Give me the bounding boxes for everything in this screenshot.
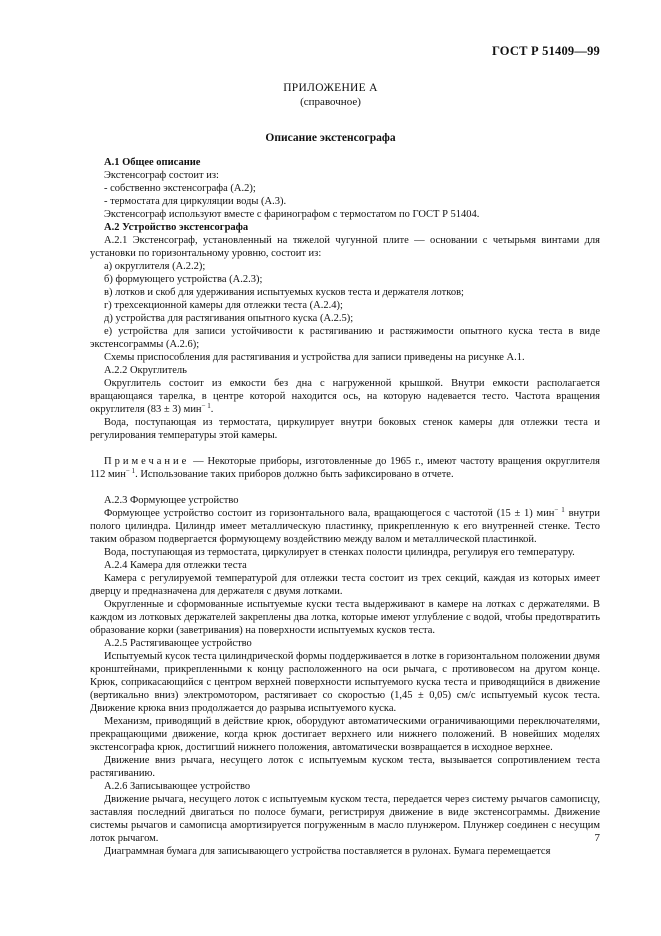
annex-subtitle: (справочное) [300,96,361,108]
list-item: - термостата для циркуляции воды (А.3). [104,196,287,207]
paragraph: Движение рычага, несущего лоток с испытуемым куском теста, передается через систему рычагов самописцу, заставляя последний двигаться по полосе бумаги, регистрируя движение в виде экстенсограммы. Движение системы рычагов и самописца амортизируется погруженным в масло плунжером. Плунжер соединен с несущим лоток рычагом. [90,794,600,844]
note-text: . Использование таких приборов должно быть зафиксировано в отчете. [135,469,454,480]
subsection-heading-a23: А.2.3 Формующее устройство [104,495,239,506]
list-item: г) трехсекционной камеры для отлежки теста (А.2.4); [104,300,343,311]
paragraph: Движение вниз рычага, несущего лоток с испытуемым куском теста, вызывается сопротивлением теста растягиванию. [90,755,600,779]
list-item: д) устройства для растягивания опытного куска (А.2.5); [104,313,354,324]
paragraph: Вода, поступающая из термостата, циркулирует внутри боковых стенок камеры для отлежки теста и регулирования температуры этой камеры. [90,417,600,441]
paragraph: Диаграммная бумага для записывающего устройства поставляется в рулонах. Бумага перемещается [104,846,551,857]
note [90,455,600,481]
section-heading-a2: А.2 Устройство экстенсографа [104,222,249,233]
superscript: − 1 [125,467,136,475]
section-heading-a1: А.1 Общее описание [104,157,201,168]
subsection-heading-a25: А.2.5 Растягивающее устройство [104,638,252,649]
list-item: е) устройства для записи устойчивости к растягиванию и растяжимости опытного куска теста в виде экстенсограммы (А.2.6); [90,326,600,350]
paragraph-text: Округлитель состоит из емкости без дна с нагруженной крышкой. Внутри емкости располагается вращающаяся тарелка, в центре которой находится ось, на которую надевается тесто. Частота вращения округлителя (83 ± 3) мин [90,378,600,415]
note-text: — Некоторые приборы, изготовленные до 1965 г., имеют частоту вращения округлителя 112 мин [90,456,600,480]
subsection-heading-a26: А.2.6 Записывающее устройство [104,781,251,792]
paragraph: Экстенсограф состоит из: [104,170,219,181]
superscript: − 1 [201,402,211,410]
paragraph: Испытуемый кусок теста цилиндрической формы поддерживается в лотке в горизонтальном положении двумя кронштейнами, прикрепленными к концу расположенного на оси рычага, с противовесом на другом конце. Крюк, соприкасающийся с центром верхней поверхности испытуемого куска теста и приводящийся в движение (вертикально вниз) электромотором, растягивает со скоростью (1,45 ± 0,05) см/с испытуемый кусок теста. Движение крюка вниз продолжается до разрыва испытуемого куска. [90,651,600,714]
paragraph: Механизм, приводящий в действие крюк, оборудуют автоматическими ограничивающими переключателями, прекращающими движение, когда крюк достигает верхнего или нижнего положений. В новейших моделях экстенсографа крюк, достигший нижнего положения, автоматически возвращается в исходное верхнее. [90,716,600,753]
subsection-heading-a22: А.2.2 Округлитель [104,365,187,376]
paragraph-text: Формующее устройство состоит из горизонтального вала, вращающегося с частотой (15 ± 1) мин [104,508,555,519]
list-item: - собственно экстенсографа (А.2); [104,183,256,194]
superscript: − 1 [554,506,565,514]
document-code-header: ГОСТ Р 51409—99 [491,44,600,58]
paragraph: Схемы приспособления для растягивания и устройства для записи приведены на рисунке А.1. [104,352,525,363]
list-item: а) округлителя (А.2.2); [104,261,206,272]
document-title: Описание экстенсографа [265,132,396,144]
paragraph-text: . [210,404,214,415]
paragraph [90,377,600,416]
document-body [90,156,600,858]
paragraph [90,507,600,546]
page-number: 7 [594,832,600,844]
paragraph: Камера с регулируемой температурой для отлежки теста состоит из трех секций, каждая из которых имеет дверцу и предназначена для держателя с двумя лотками. [90,573,600,597]
paragraph-text: внутри полого цилиндра. Цилиндр имеет металлическую пластинку, прикрепленную к его внутренней стенке. Тесто таким образом подвергается формующему воздействию между валом и металлической пластинкой. [90,508,600,545]
annex-title: ПРИЛОЖЕНИЕ А [283,82,378,94]
paragraph: А.2.1 Экстенсограф, установленный на тяжелой чугунной плите — основании с четырьмя винтами для установки по горизонтальному уровню, состоит из: [90,235,600,259]
list-item: б) формующего устройства (А.2.3); [104,274,263,285]
paragraph: Округленные и сформованные испытуемые куски теста выдерживают в камере на лотках с держателями. В каждом из лотковых держателей закреплены два лотка, которые имеют углубление с водой, чтобы предотвратить образование корки (заветривания) на поверхности испытуемых кусков теста. [90,599,600,636]
paragraph: Экстенсограф используют вместе с фаринографом с термостатом по ГОСТ Р 51404. [104,209,480,220]
subsection-heading-a24: А.2.4 Камера для отлежки теста [104,560,247,571]
paragraph: Вода, поступающая из термостата, циркулирует в стенках полости цилиндра, регулируя его температуру. [104,547,575,558]
list-item: в) лотков и скоб для удерживания испытуемых кусков теста и держателя лотков; [104,287,464,298]
note-label: Примечание [104,456,190,467]
